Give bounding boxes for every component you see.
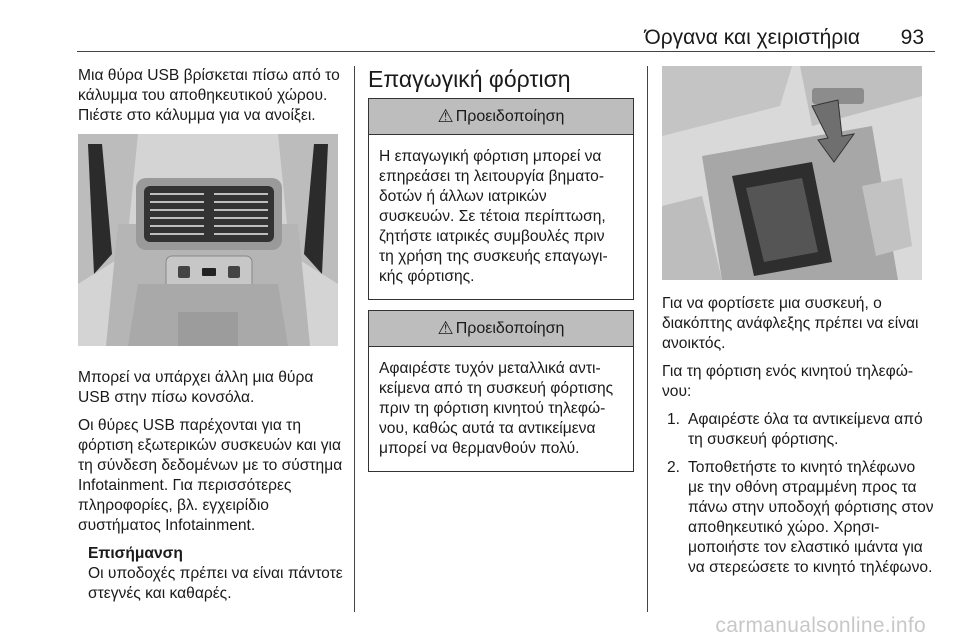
phone-charging-intro: Για τη φόρτιση ενός κινητού τηλεφώνου:: [662, 363, 914, 400]
page-header: [0, 0, 960, 50]
rear-console-illustration: [78, 134, 338, 346]
column-1: [78, 66, 346, 604]
warning-triangle-icon: ⚠: [437, 106, 454, 126]
watermark: carmanualsonline.info: [715, 614, 926, 637]
ignition-paragraph: Για να φορτίσετε μια συσκευή, ο διακόπτης ανάφλεξης πρέπει να είναι ανοικτός.: [662, 295, 919, 352]
note-text: Οι υποδοχές πρέπει να είναι πάντοτε στεγνές και καθαρές.: [88, 565, 343, 602]
warning-box-1: [368, 98, 634, 300]
header-rule: [77, 51, 935, 52]
step-number: 2.: [666, 459, 680, 476]
warning-label: Προειδοποίηση: [455, 107, 565, 125]
inductive-charging-figure: [662, 66, 922, 280]
warning-label: Προειδοποίηση: [455, 319, 565, 337]
usb-rear-console-paragraph: Μπορεί να υπάρχει άλλη μια θύρα USB στην πίσω κονσόλα.: [78, 369, 314, 406]
step-number: 1.: [666, 411, 680, 428]
note-block: [88, 544, 346, 604]
step-text: Τοποθετήστε το κινητό τηλέφωνο με την οθόνη στραμμένη προς τα πάνω στην υποδοχή φόρτισης στον αποθηκευτικό χώρο. Χρησιμοποιήστε τον ελαστικό ιμάντα για να στερεώσετε το κινητό τηλέφωνο.: [688, 459, 934, 576]
warning-triangle-icon: ⚠: [437, 318, 454, 338]
warning-header: [369, 99, 633, 135]
list-item: [662, 458, 934, 578]
column-3: [662, 66, 934, 586]
column-divider-1: [354, 66, 355, 612]
note-title: Επισήμανση: [88, 545, 183, 562]
column-2: [368, 66, 634, 482]
warning-text: Η επαγωγική φόρτιση μπορεί να επηρεάσει τη λειτουργία βηματοδοτών ή άλλων ιατρικών συσκευών. Σε τέτοια περίπτωση, ζητήστε ιατρικές συμβουλές πριν τη χρήση της συσκευής επαγωγικής φόρτισης.: [379, 148, 608, 285]
warning-box-2: [368, 310, 634, 472]
page-number: 93: [900, 26, 924, 49]
charging-steps-list: [662, 410, 934, 578]
charging-compartment-illustration: [662, 66, 922, 280]
usb-intro-paragraph: Μια θύρα USB βρίσκεται πίσω από το κάλυμμα του αποθηκευτικού χώρου. Πιέστε στο κάλυμμα για να ανοίξει.: [78, 67, 340, 124]
rear-console-usb-figure: [78, 134, 338, 346]
step-text: Αφαιρέστε όλα τα αντικείμενα από τη συσκευή φόρτισης.: [688, 411, 923, 448]
section-title: Επαγωγική φόρτιση: [368, 66, 571, 92]
usb-description-paragraph: Οι θύρες USB παρέχονται για τη φόρτιση εξωτερικών συσκευών και για τη σύνδεση δεδομένων με το σύστημα Infotainment. Για περισσότερες πληροφορίες, βλ. εγχειρίδιο συστήματος Infotainment.: [78, 417, 343, 534]
column-divider-2: [647, 66, 648, 612]
list-item: [662, 410, 934, 450]
header-title: Όργανα και χειριστήρια: [644, 26, 860, 49]
warning-text: Αφαιρέστε τυχόν μεταλλικά αντικείμενα από τη συσκευή φόρτισης πριν τη φόρτιση κινητού τηλεφώνου, καθώς αυτά τα αντικείμενα μπορεί να θερμανθούν πολύ.: [379, 360, 614, 457]
warning-header: [369, 311, 633, 347]
